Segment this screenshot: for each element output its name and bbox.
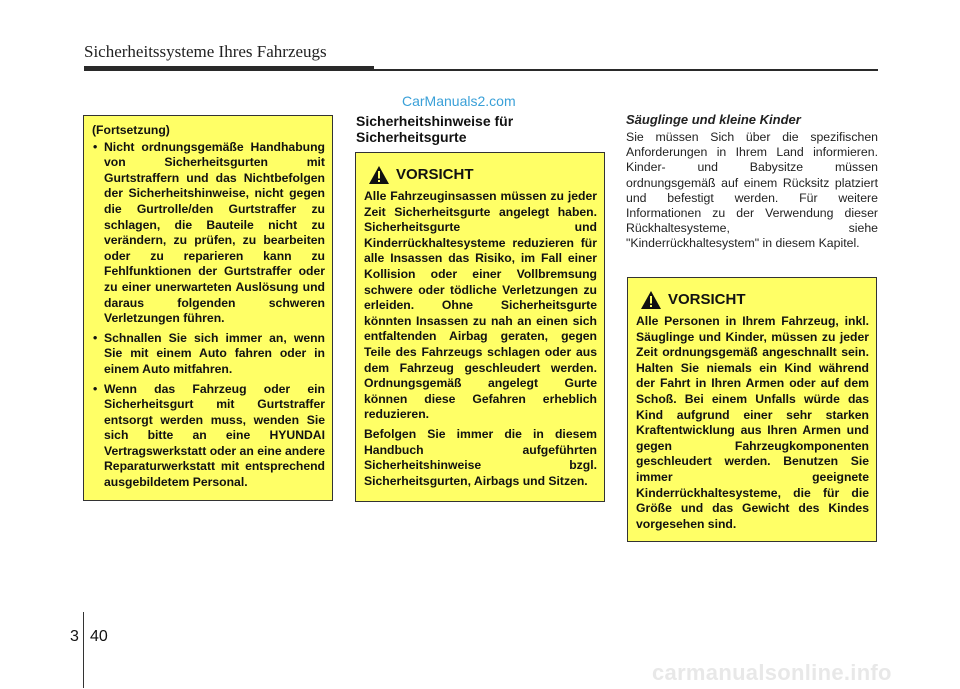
watermark-footer: carmanualsonline.info xyxy=(652,660,892,685)
list-item: • Nicht ordnungsgemäße Handhabung von Sicherheitsgurten mit Gurtstraffern und das Nichtbefolgen der Sicherheitshinweise, nicht gegen die Gurtrolle/den Gurtstraffer zu schlagen, die Bauteile nicht zu verändern, zu prüfen, zu bearbeiten oder zu reparieren kann zu Fehlfunktionen der Gurtstraffer oder zu einer unerwarteten Auslösung und daraus folgenden schweren Verletzungen führen. xyxy=(92,140,325,327)
caution-paragraph: Alle Fahrzeuginsassen müssen zu jeder Zeit Sicherheitsgurte angelegt haben. Sicherheitsgurte und Kinderrückhaltesysteme reduzieren für alle Insassen das Risiko, im Fall einer Kollision oder einer Vollbremsung schwere oder tödliche Verletzungen zu erleiden. Ohne Sicherheitsgurte könnten Insassen zu nah an einen sich entfaltenden Airbag geraten, gegen Teile des Fahrzeugs schlagen oder aus dem Fahrzeug geschleudert werden. Ordnungsgemäß angelegt Gurte können diese Gefahren erheblich reduzieren. xyxy=(364,189,597,422)
section-heading: Sicherheitshinweise für Sicherheitsgurte xyxy=(356,113,514,145)
watermark-link[interactable]: CarManuals2.com xyxy=(402,93,516,109)
header-rule-thin xyxy=(374,69,878,71)
subheading-infants: Säuglinge und kleine Kinder xyxy=(626,112,801,127)
caution-title: VORSICHT xyxy=(668,291,746,309)
continuation-caution-box xyxy=(83,115,333,501)
warning-triangle-icon xyxy=(640,290,662,310)
page-number-divider xyxy=(83,612,84,688)
continuation-label: (Fortsetzung) xyxy=(92,123,170,137)
warning-triangle-icon xyxy=(368,165,390,185)
caution-header xyxy=(364,161,597,189)
caution-box-seatbelts xyxy=(355,152,605,502)
header-rule-thick xyxy=(84,66,374,71)
body-paragraph: Sie müssen Sich über die spezifischen Anforderungen in Ihrem Land informieren. Kinder- und Babysitze müssen ordnungsgemäß auf einem Rücksitz platziert und befestigt werden. Für weitere Informationen zu der Verwendung dieser Rückhaltesysteme, siehe "Kinderrückhaltesystem" in diesem Kapitel. xyxy=(626,130,878,251)
caution-paragraph: Befolgen Sie immer die in diesem Handbuch aufgeführten Sicherheitshinweise bzgl. Sicherheitsgurten, Airbags und Sitzen. xyxy=(364,426,597,488)
caution-box-children xyxy=(627,277,877,542)
page-header-title: Sicherheitssysteme Ihres Fahrzeugs xyxy=(84,42,327,61)
chapter-number: 3 xyxy=(70,628,79,645)
caution-title: VORSICHT xyxy=(396,166,474,184)
caution-header xyxy=(636,286,869,314)
bullet-list xyxy=(92,140,325,491)
list-item: • Wenn das Fahrzeug oder ein Sicherheitsgurt mit Gurtstraffer entsorgt werden muss, wenden Sie sich bitte an eine HYUNDAI Vertragswerkstatt oder an eine andere Reparaturwerkstatt mit entsprechend ausgebildetem Personal. xyxy=(92,382,325,491)
list-item: • Schnallen Sie sich immer an, wenn Sie mit einem Auto fahren oder in einem Auto mitfahren. xyxy=(92,331,325,378)
page-number: 40 xyxy=(90,628,108,645)
caution-paragraph: Alle Personen in Ihrem Fahrzeug, inkl. Säuglinge und Kinder, müssen zu jeder Zeit ordnungsgemäß angeschnallt sein. Halten Sie niemals ein Kind während der Fahrt in Ihren Armen oder auf dem Schoß. Bei einem Unfalls würde das Kind aufgrund einer sehr starken Kraftentwicklung aus Ihren Armen und gegen Fahrzeugkomponenten geschleudert werden. Benutzen Sie immer geeignete Kinderrückhaltesysteme, die für die Größe und das Gewicht des Kindes vorgesehen sind. xyxy=(636,314,869,531)
